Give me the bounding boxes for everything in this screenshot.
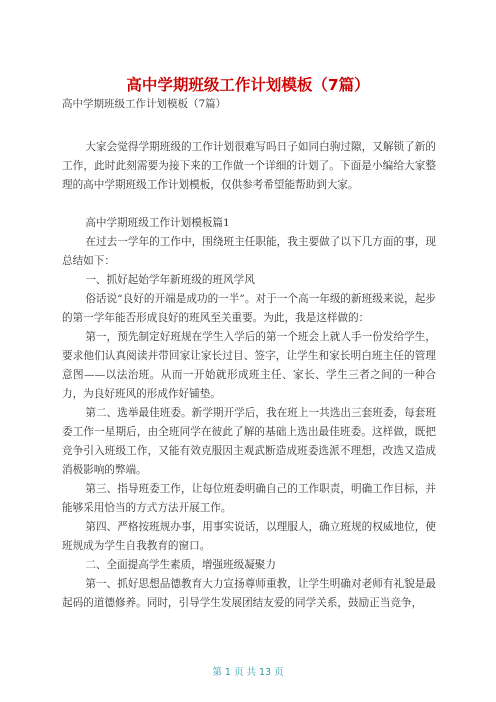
- document-body: [62, 138, 436, 613]
- document-title: 高中学期班级工作计划模板（7篇）: [126, 76, 370, 94]
- body-paragraph: 俗话说“良好的开端是成功的一半”。对于一个高一年级的新班级来说，起步的第一学年能否形成良好的班风至关重要。为此，我是这样做的：: [62, 293, 436, 324]
- body-paragraph: 第一，预先制定好班规在学生入学后的第一个班会上就人手一份发给学生，要求他们认真阅读并带回家让家长过目、签字，让学生和家长明白班主任的管理意图——以法治班。从而一开始就形成班主任、家长、学生三者之间的一种合力，为良好班风的形成作好铺垫。: [62, 331, 436, 400]
- body-paragraph: 第一、抓好思想品德教育大力宣扬尊师重教，让学生明确对老师有礼貌是最起码的道德修养。同时，引导学生发展团结友爱的同学关系，鼓励正当竞争，: [62, 578, 436, 609]
- body-paragraph: 二、全面提高学生素质，增强班级凝聚力: [85, 559, 276, 571]
- body-paragraph: 第二、选举最佳班委。新学期开学后，我在班上一共选出三套班委，每套班委工作一星期后，由全班同学在彼此了解的基础上选出最佳班委。这样做，既把竞争引入班级工作，又能有效克服因主观武断造成班委选派不理想，改选又造成消极影响的弊端。: [62, 407, 436, 476]
- document-subtitle: 高中学期班级工作计划模板（7篇）: [62, 98, 227, 110]
- section-heading: 高中学期班级工作计划模板篇1: [85, 217, 230, 229]
- intro-paragraph: 大家会觉得学期班级的工作计划很难写吗日子如同白驹过隙，又解锁了新的工作，此时此刻需要为接下来的工作做一个详细的计划了。下面是小编给大家整理的高中学期班级工作计划模板，仅供参考希望能帮助到大家。: [62, 141, 436, 191]
- body-paragraph: 第三、指导班委工作，让每位班委明确自己的工作职责，明确工作目标，并能够采用恰当的方式方法开展工作。: [62, 483, 436, 514]
- body-paragraph: 第四、严格按班规办事，用事实说话，以理服人，确立班规的权威地位，使班规成为学生自我教育的窗口。: [62, 521, 436, 552]
- body-paragraph: 在过去一学年的工作中，围绕班主任职能，我主要做了以下几方面的事，现总结如下：: [62, 236, 436, 267]
- page-number-footer: 第 1 页 共 13 页: [212, 667, 284, 678]
- body-paragraph: 一、抓好起始学年新班级的班风学风: [85, 274, 255, 286]
